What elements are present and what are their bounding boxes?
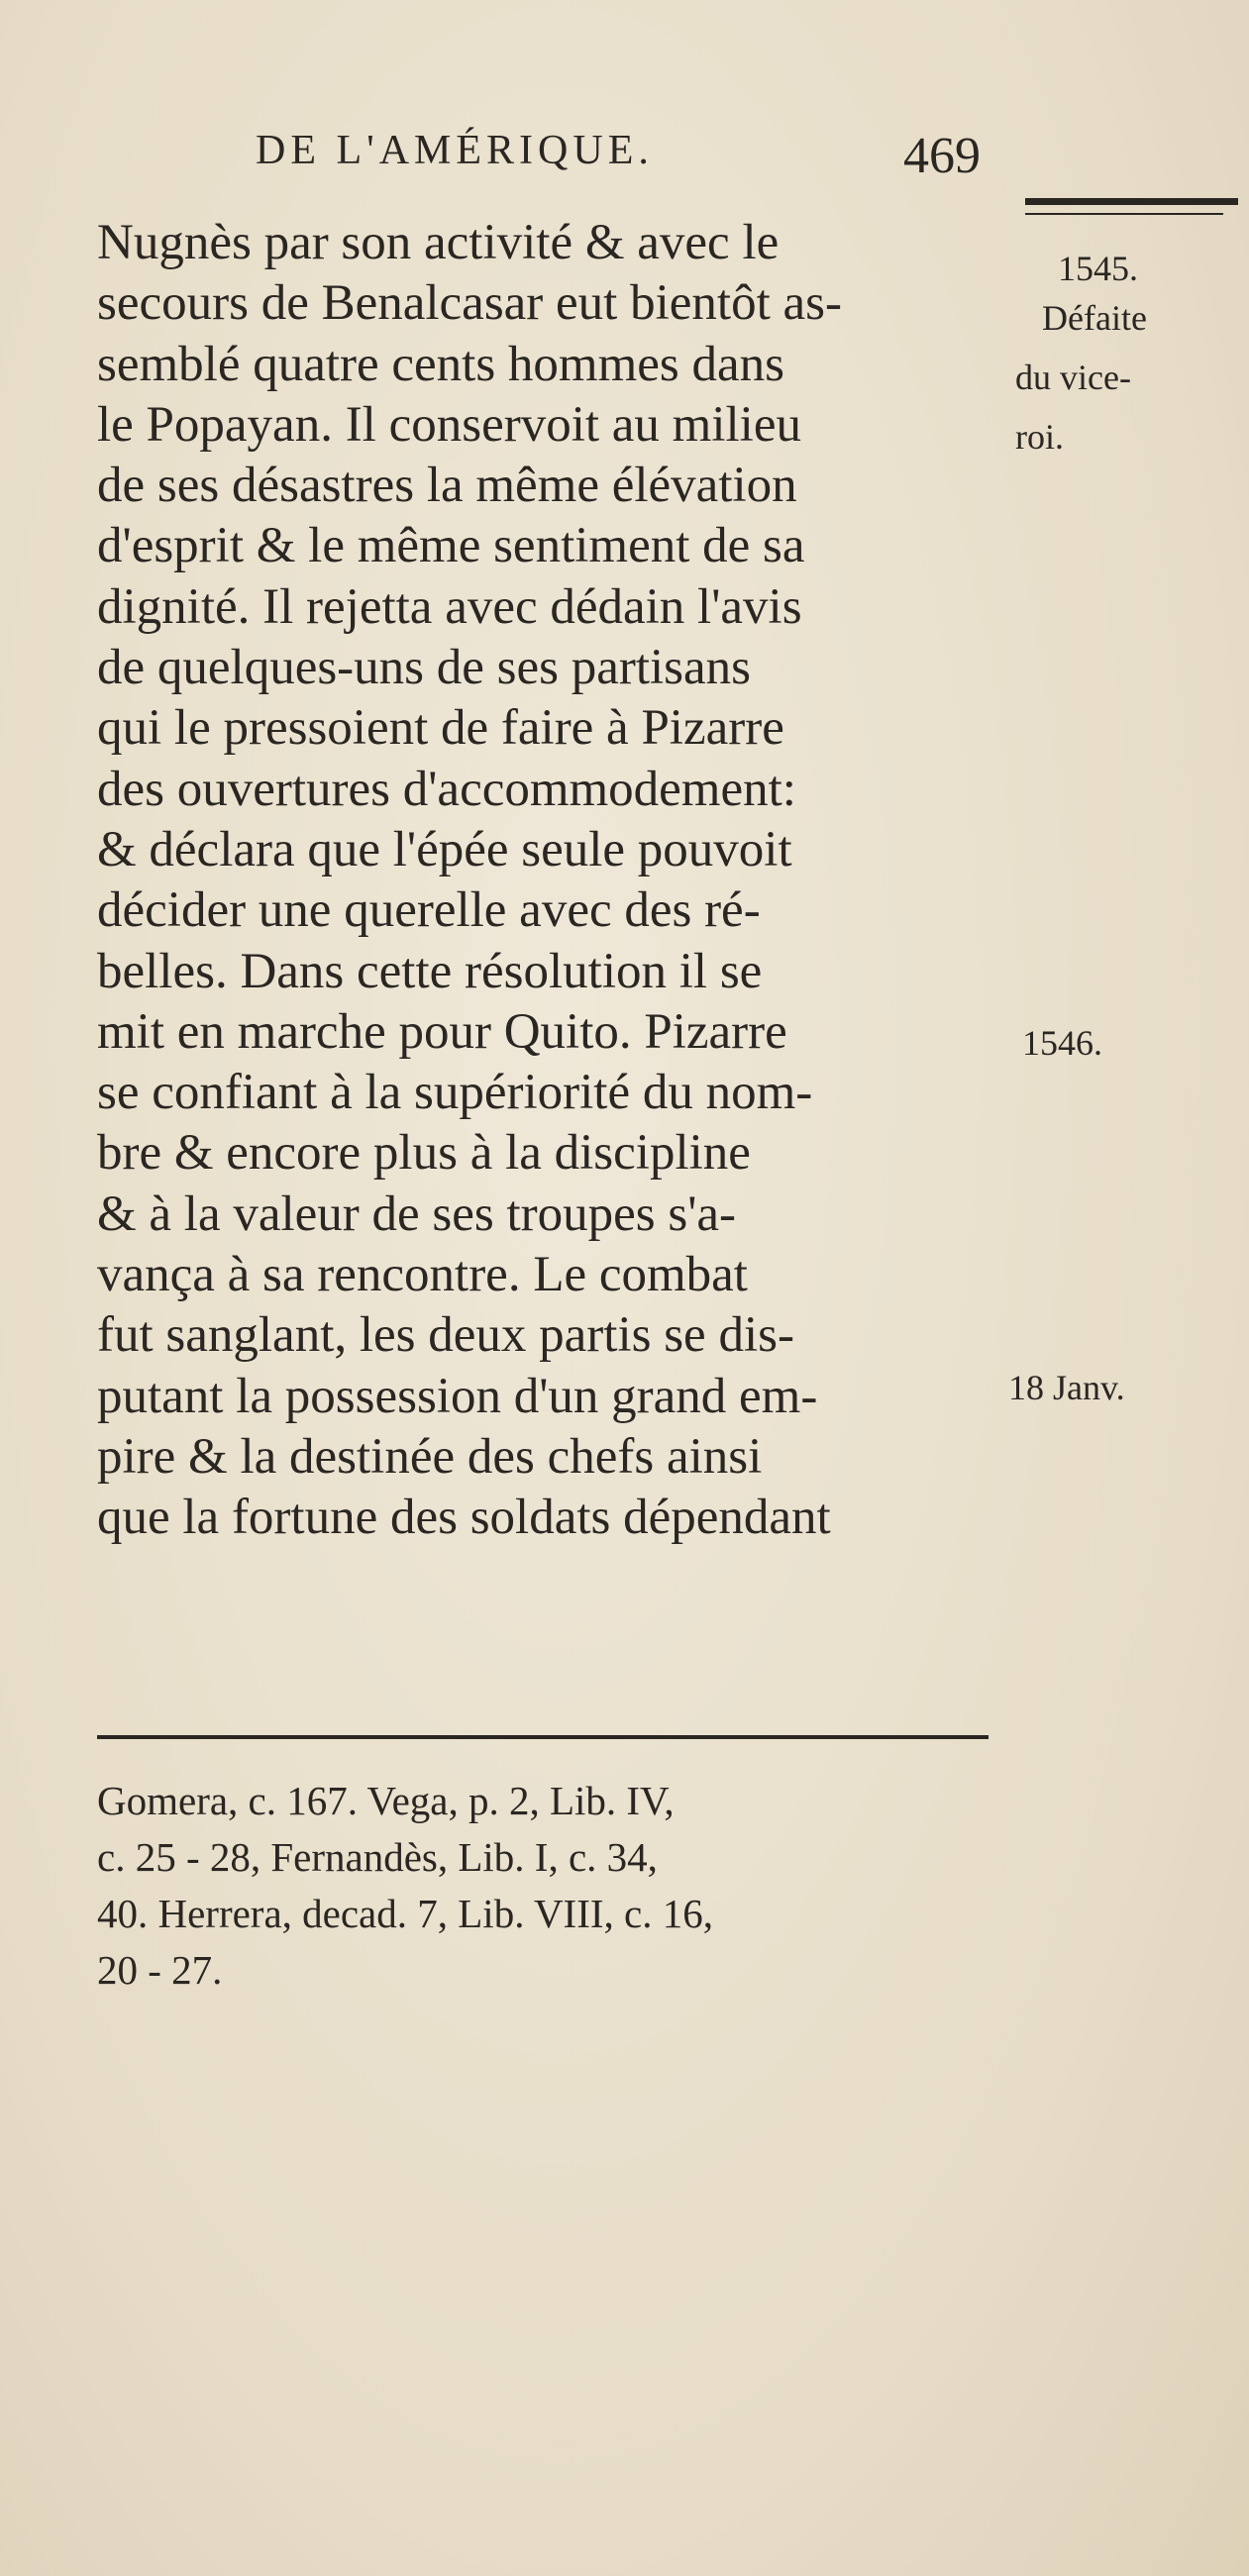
- margin-note-date: 18 Janv.: [1008, 1368, 1125, 1407]
- body-text: [97, 213, 998, 1549]
- text-line: & à la valeur de ses troupes s'a-: [97, 1185, 737, 1242]
- text-line: Nugnès par son activité & avec le: [97, 215, 780, 270]
- text-line: que la fortune des soldats dépendant: [97, 1490, 831, 1546]
- margin-note-heading: Défaite: [1042, 298, 1147, 338]
- running-title: DE L'AMÉRIQUE.: [256, 128, 654, 173]
- text-line: mit en marche pour Quito. Pizarre: [97, 1003, 787, 1060]
- text-line: bre & encore plus à la discipline: [97, 1125, 751, 1182]
- text-line: qui le pressoient de faire à Pizarre: [97, 700, 784, 757]
- text-line: le Popayan. Il conservoit au milieu: [97, 396, 801, 453]
- text-line: putant la possession d'un grand em-: [97, 1368, 818, 1424]
- text-line: de ses désastres la même élévation: [97, 458, 797, 514]
- footnote-line: 40. Herrera, decad. 7, Lib. VIII, c. 16,: [97, 1891, 713, 1936]
- text-line: fut sanglant, les deux partis se dis-: [97, 1307, 794, 1364]
- header-rule-thin: [1025, 213, 1223, 215]
- text-line: se confiant à la supériorité du nom-: [97, 1065, 813, 1121]
- footnote-line: c. 25 - 28, Fernandès, Lib. I, c. 34,: [97, 1834, 658, 1880]
- header-rule: [1025, 198, 1238, 205]
- text-line: secours de Benalcasar eut bientôt as-: [97, 275, 842, 332]
- footnote-line: 20 - 27.: [97, 1947, 223, 1993]
- text-line: des ouvertures d'accommodement:: [97, 761, 796, 817]
- text-line: de quelques-uns de ses partisans: [97, 640, 752, 696]
- margin-note-year: 1545.: [1058, 249, 1138, 288]
- footnote-line: Gomera, c. 167. Vega, p. 2, Lib. IV,: [97, 1778, 675, 1823]
- margin-note-heading: roi.: [1015, 417, 1064, 457]
- text-line: décider une querelle avec des ré-: [97, 882, 761, 939]
- text-line: belles. Dans cette résolution il se: [97, 943, 763, 999]
- footnote-rule: [97, 1735, 989, 1739]
- text-line: d'esprit & le même sentiment de sa: [97, 518, 805, 574]
- page-number: 469: [903, 128, 981, 184]
- text-line: pire & la destinée des chefs ainsi: [97, 1428, 763, 1485]
- footnotes: [97, 1773, 1048, 1999]
- text-line: vança à sa rencontre. Le combat: [97, 1247, 748, 1303]
- margin-note-year: 1546.: [1022, 1023, 1102, 1063]
- text-line: semblé quatre cents hommes dans: [97, 336, 784, 392]
- text-line: & déclara que l'épée seule pouvoit: [97, 821, 792, 877]
- margin-note-heading: du vice-: [1015, 358, 1131, 397]
- text-line: dignité. Il rejetta avec dédain l'avis: [97, 578, 802, 635]
